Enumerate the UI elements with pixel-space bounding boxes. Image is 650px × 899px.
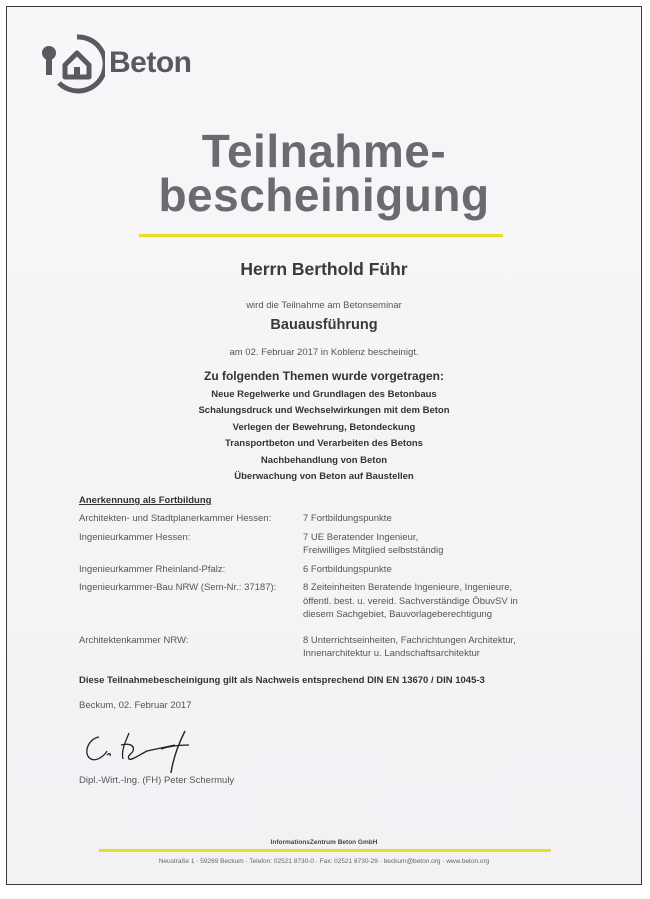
recognition-row: [79, 512, 549, 526]
recognition-value: 7 Fortbildungspunkte: [303, 513, 392, 524]
recognition-row: [79, 634, 549, 661]
beton-logo: [37, 31, 192, 95]
title-line-2: bescheinigung: [158, 169, 490, 221]
date-place-text: am 02. Februar 2017 in Koblenz bescheinigt.: [229, 347, 419, 358]
footer-rule: [99, 849, 551, 852]
topic-item: Neue Regelwerke und Grundlagen des Betonbaus: [211, 389, 437, 400]
recognition-org: Ingenieurkammer Hessen:: [79, 531, 191, 543]
recognition-value: 8 Zeiteinheiten Beratende Ingenieure, Ingenieure, öffentl. best. u. vereid. Sachverständige ÖbuvSV in diesem Sachgebiet, Bauvorlageberechtigung: [303, 582, 518, 620]
recognition-value: 8 Unterrichtseinheiten, Fachrichtungen Architektur, Innenarchitektur u. Landschaftsarchitektur: [303, 634, 516, 659]
seminar-title: Bauausführung: [270, 317, 378, 333]
footer-contact: Neustraße 1 · 59269 Beckum · Telefon: 02521 8730-0 · Fax: 02521 8730-29 · beckum@beton.org · www.beton.org: [158, 858, 490, 865]
recognition-table: [79, 512, 549, 661]
issue-place-date: Beckum, 02. Februar 2017: [79, 700, 192, 711]
topic-item: Verlegen der Bewehrung, Betondeckung: [232, 421, 416, 433]
topic-item: Schalungsdruck und Wechselwirkungen mit dem Beton: [198, 405, 450, 417]
certificate-page: [6, 6, 642, 885]
title-line-1: Teilnahme-: [201, 125, 447, 177]
topic-item: Nachbehandlung von Beton: [260, 454, 388, 466]
recognition-org: Ingenieurkammer-Bau NRW (Sem-Nr.: 37187):: [79, 582, 277, 593]
title-underline: [139, 234, 503, 237]
recognition-row: [79, 531, 549, 558]
recognition-row: [79, 563, 549, 577]
topics-list: [7, 387, 641, 485]
house-key-icon: [37, 31, 105, 95]
recognition-value: 7 UE Beratender Ingenieur, Freiwilliges Mitglied selbstständig: [303, 531, 444, 556]
recognition-org: Architekten- und Stadtplanerkammer Hessen:: [79, 513, 272, 524]
recognition-org: Architektenkammer NRW:: [79, 634, 189, 646]
recipient-name: Herrn Berthold Führ: [240, 259, 408, 279]
signer-name: Dipl.-Wirt.-Ing. (FH) Peter Schermuly: [79, 775, 235, 786]
logo-text: Beton: [109, 46, 192, 79]
handwritten-signature: [77, 725, 197, 775]
recognition-org: Ingenieurkammer Rheinland-Pfalz:: [79, 563, 226, 575]
topic-item: Überwachung von Beton auf Baustellen: [234, 471, 414, 483]
din-notice: Diese Teilnahmebescheinigung gilt als Nachweis entsprechend DIN EN 13670 / DIN 1045-3: [79, 675, 485, 686]
document-title: [7, 125, 641, 221]
intro-text: wird die Teilnahme am Betonseminar: [246, 300, 402, 311]
recognition-value: 6 Fortbildungspunkte: [303, 563, 392, 575]
topic-item: Transportbeton und Verarbeiten des Betons: [225, 438, 423, 450]
topics-heading: Zu folgenden Themen wurde vorgetragen:: [203, 369, 445, 383]
recognition-row: [79, 581, 549, 622]
recognition-heading: Anerkennung als Fortbildung: [79, 495, 212, 506]
footer-organization: InformationsZentrum Beton GmbH: [270, 839, 378, 846]
